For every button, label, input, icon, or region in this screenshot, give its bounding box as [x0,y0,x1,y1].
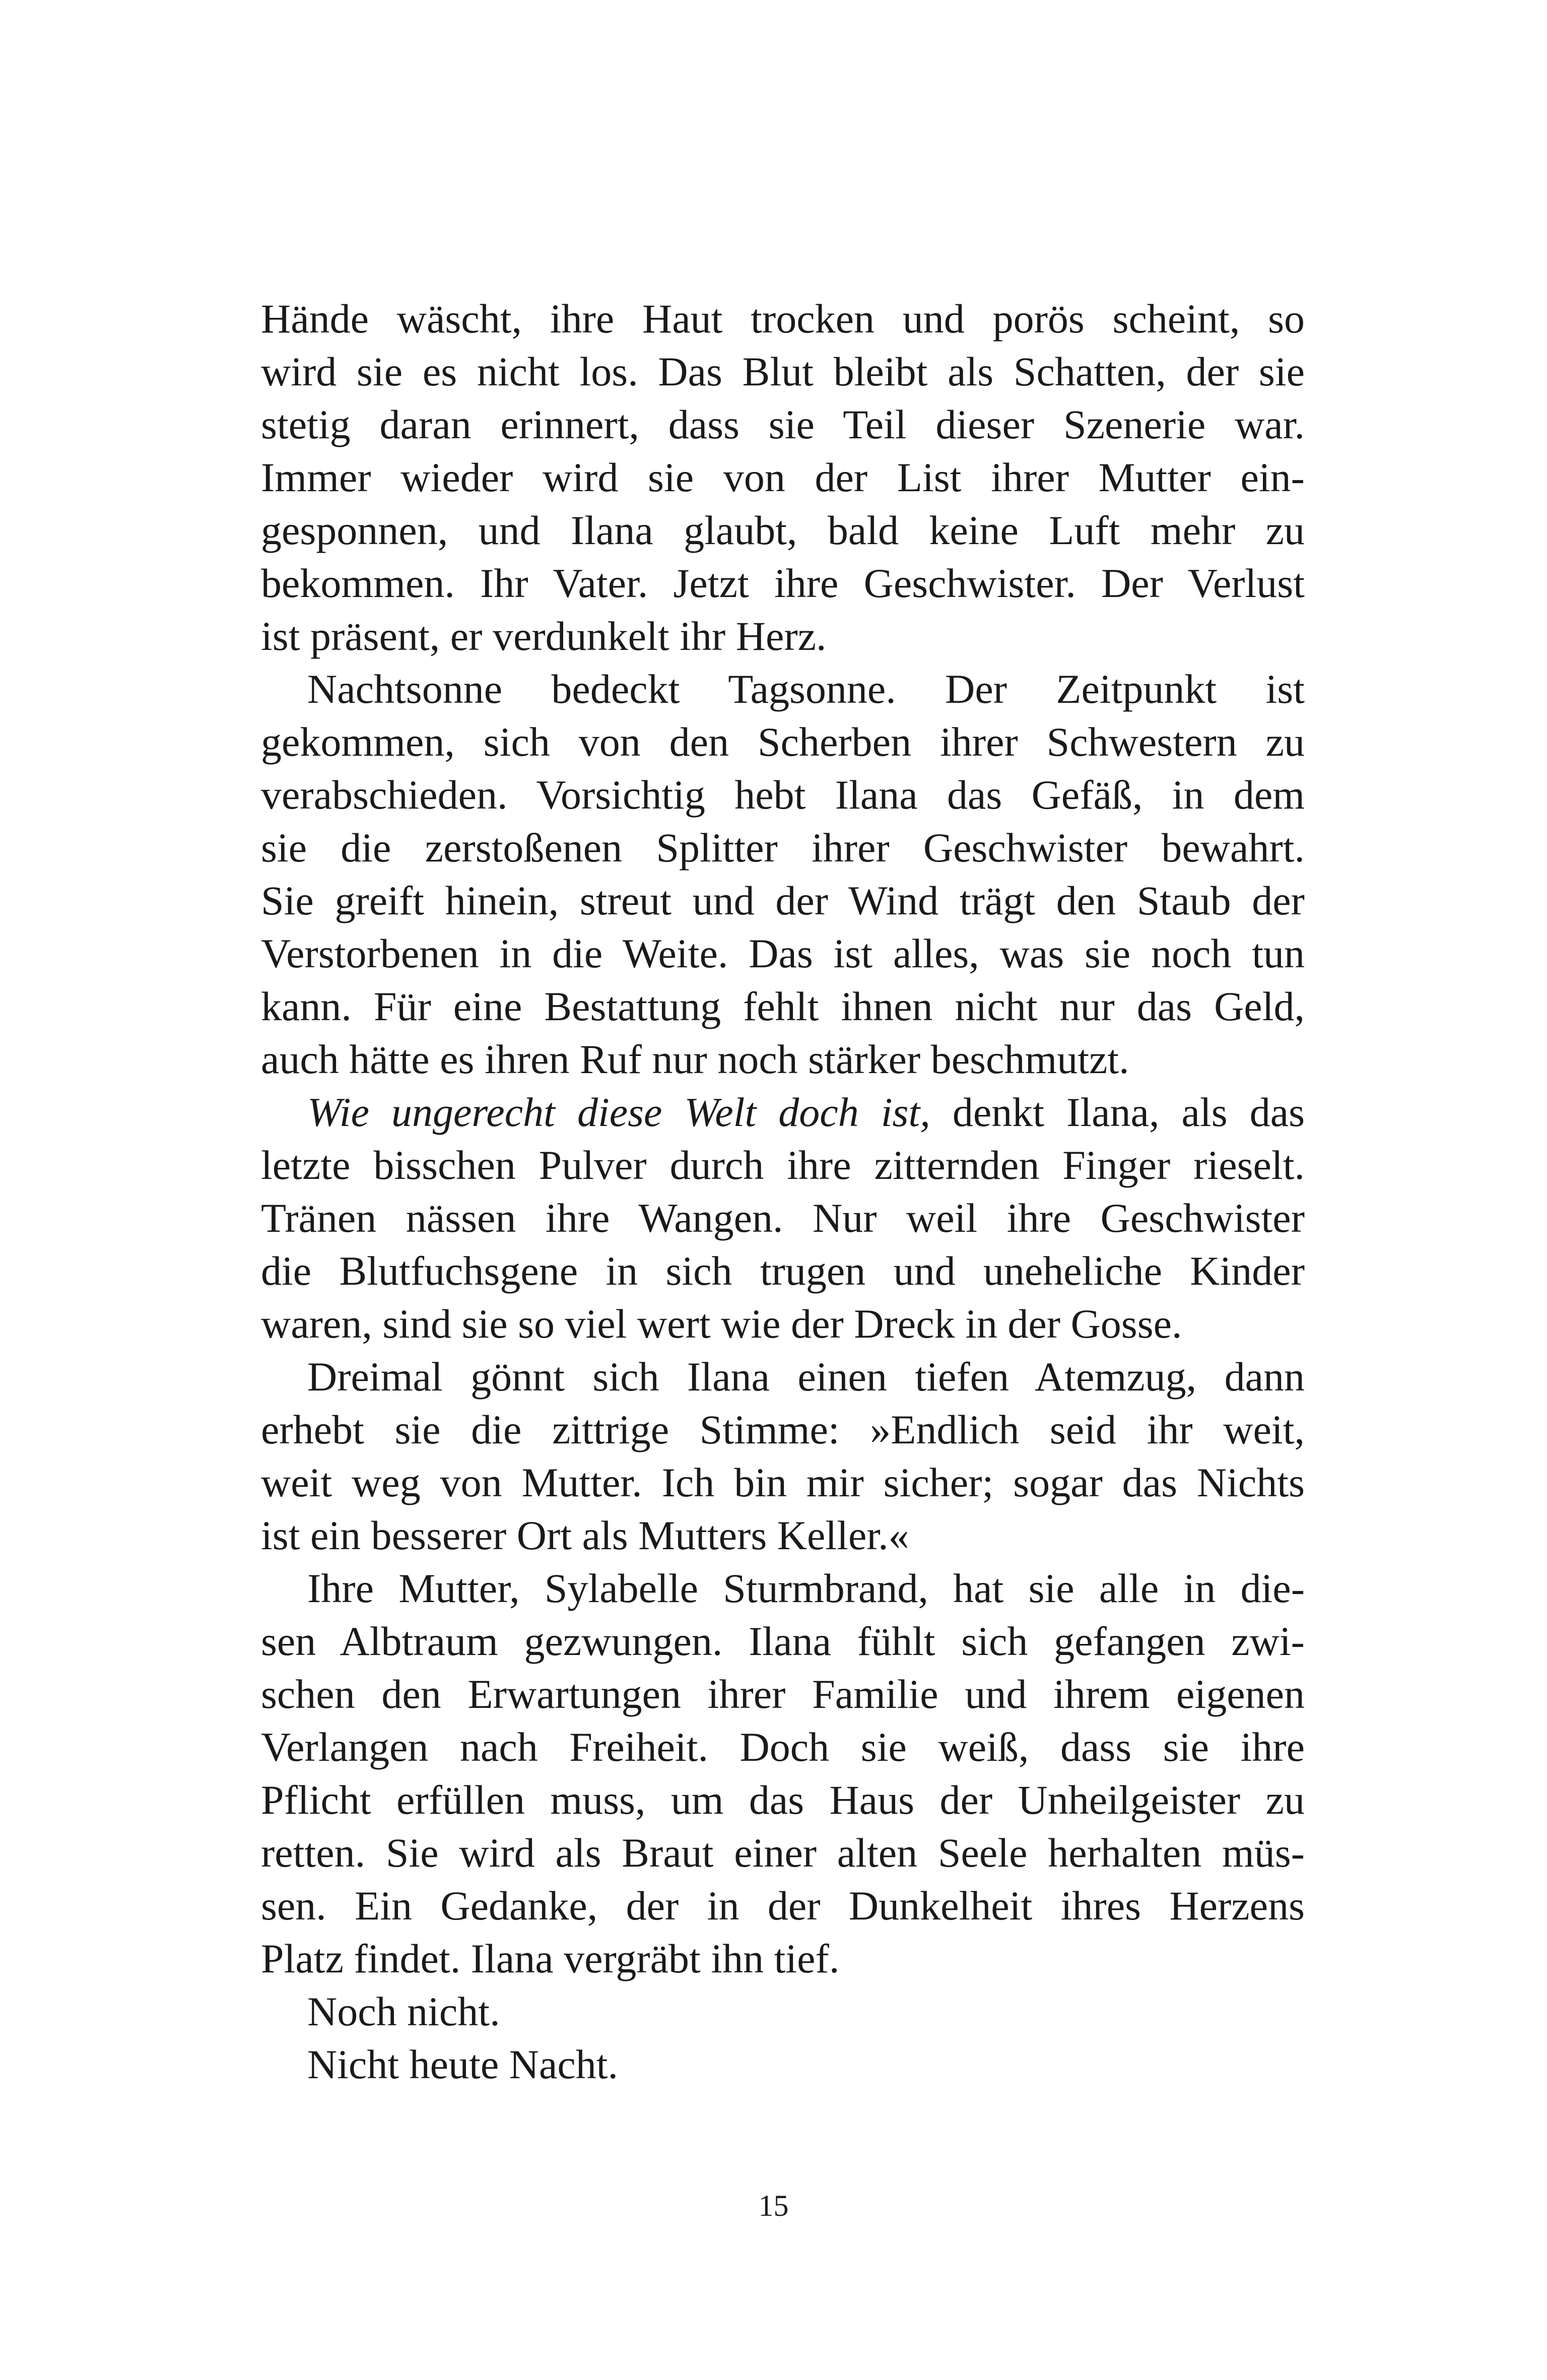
text-line: Tränen nässen ihre Wangen. Nur weil ihre Geschwister [261,1195,1305,1241]
text-line: Verlangen nach Freiheit. Doch sie weiß, dass sie ihre [261,1724,1305,1770]
text-line: Sie greift hinein, streut und der Wind trägt den Staub der [261,878,1305,923]
text-line [261,1086,1305,1139]
text-line: Dreimal gönnt sich Ilana einen tiefen Atemzug, dann [307,1354,1305,1400]
text-line: gekommen, sich von den Scherben ihrer Schwestern zu [261,719,1305,765]
text-line: Immer wieder wird sie von der List ihrer Mutter ein- [261,454,1305,500]
body-text [261,292,1305,2091]
text-line: sen Albtraum gezwungen. Ilana fühlt sich gefangen zwi- [261,1618,1305,1664]
text-line: erhebt sie die zittrige Stimme: »Endlich seid ihr weit, [261,1407,1305,1452]
text-line: Hände wäscht, ihre Haut trocken und porös scheint, so [261,296,1305,342]
text-line: weit weg von Mutter. Ich bin mir sicher; sogar das Nichts [261,1460,1305,1505]
text-line: ist ein besserer Ort als Mutters Keller.« [261,1512,909,1558]
text-line: stetig daran erinnert, dass sie Teil dieser Szenerie war. [261,402,1305,447]
text-line: sie die zerstoßenen Splitter ihrer Geschwister bewahrt. [261,825,1305,871]
text-line: Pflicht erfüllen muss, um das Haus der Unheilgeister zu [261,1777,1305,1823]
text-line: retten. Sie wird als Braut einer alten Seele herhalten müs- [261,1830,1305,1876]
italic-phrase: Wie ungerecht diese Welt doch ist, [307,1089,930,1135]
text-line: Noch nicht. [307,1989,500,2034]
text-line: ist präsent, er verdunkelt ihr Herz. [261,613,827,659]
text-line: wird sie es nicht los. Das Blut bleibt als Schatten, der sie [261,349,1305,394]
text-line: schen den Erwartungen ihrer Familie und ihrem eigenen [261,1671,1305,1717]
text-line: gesponnen, und Ilana glaubt, bald keine Luft mehr zu [261,507,1305,553]
text-line: kann. Für eine Bestattung fehlt ihnen nicht nur das Geld, [261,983,1305,1029]
text-line: verabschieden. Vorsichtig hebt Ilana das Gefäß, in dem [261,772,1305,818]
text-line: waren, sind sie so viel wert wie der Dreck in der Gosse. [261,1301,1182,1347]
text-line: letzte bisschen Pulver durch ihre zitternden Finger rieselt. [261,1142,1305,1188]
text-line: bekommen. Ihr Vater. Jetzt ihre Geschwister. Der Verlust [261,560,1305,606]
text-line: Nicht heute Nacht. [307,2041,619,2087]
text-line: Verstorbenen in die Weite. Das ist alles, was sie noch tun [261,931,1305,976]
text-line: die Blutfuchsgene in sich trugen und uneheliche Kinder [261,1248,1305,1294]
text-line: Nachtsonne bedeckt Tagsonne. Der Zeitpunkt ist [307,666,1305,712]
text-line-rest: denkt Ilana, als das [952,1089,1305,1135]
text-line: auch hätte es ihren Ruf nur noch stärker beschmutzt. [261,1036,1129,1082]
text-line: Platz findet. Ilana vergräbt ihn tief. [261,1936,840,1981]
page-number: 15 [758,2189,789,2222]
text-line: Ihre Mutter, Sylabelle Sturmbrand, hat sie alle in die- [307,1565,1305,1611]
text-line: sen. Ein Gedanke, der in der Dunkelheit ihres Herzens [261,1883,1305,1929]
